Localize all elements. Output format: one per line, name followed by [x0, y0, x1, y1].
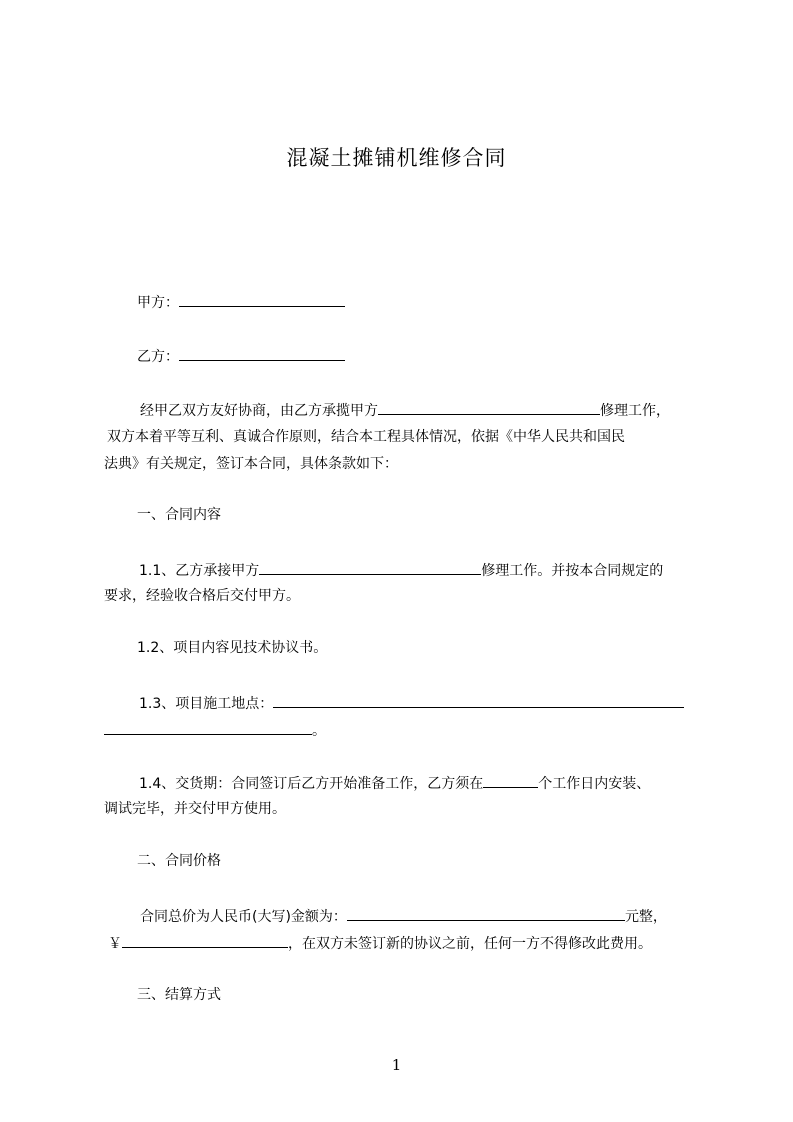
section-2-heading: 二、合同价格: [137, 853, 221, 869]
intro-line-2: 双方本着平等互利、真诚合作原则，结合本工程具体情况，依据《中华人民共和国民: [107, 429, 625, 445]
clause-1-3-end: 。: [312, 723, 326, 739]
clause-1-3-line-1: [139, 693, 684, 713]
price-line-1: [140, 906, 667, 926]
clause-1-4-line-2: 调试完毕，并交付甲方使用。: [104, 801, 286, 817]
clause-1-4-text-b: 个工作日内安装、: [538, 776, 651, 792]
party-a-label: 甲方：: [137, 295, 179, 311]
price-text-a: 合同总价为人民币(大写)金额为：: [140, 909, 347, 925]
clause-1-3-line-2: [104, 720, 326, 740]
intro-text-1b: 修理工作，: [600, 403, 670, 419]
price-uppercase-blank[interactable]: [347, 906, 625, 921]
price-text-c: ，在双方未签订新的协议之前，任何一方不得修改此费用。: [288, 936, 652, 952]
construction-site-blank[interactable]: [273, 693, 684, 708]
party-b-blank[interactable]: [179, 346, 345, 361]
construction-site-blank-continued[interactable]: [104, 720, 312, 735]
clause-1-1-blank[interactable]: [259, 560, 481, 575]
clause-1-1-text-a: 1.1、乙方承接甲方: [139, 563, 260, 579]
document-title: 混凝土摊铺机维修合同: [286, 146, 507, 170]
intro-repair-blank[interactable]: [378, 400, 600, 415]
clause-1-3-text: 1.3、项目施工地点：: [139, 696, 274, 712]
clause-1-1-line-1: [139, 560, 663, 580]
price-line-2: [108, 933, 652, 953]
clause-1-4-line-1: [139, 773, 650, 793]
clause-1-1-line-2: 要求，经验收合格后交付甲方。: [104, 588, 300, 604]
delivery-days-blank[interactable]: [483, 773, 538, 788]
section-3-heading: 三、结算方式: [137, 987, 221, 1003]
clause-1-1-text-b: 修理工作。并按本合同规定的: [481, 563, 664, 579]
party-a-line: [137, 292, 345, 312]
intro-line-1: [140, 400, 670, 420]
party-b-line: [137, 346, 345, 366]
page-number: 1: [391, 1056, 402, 1074]
party-a-blank[interactable]: [179, 292, 345, 307]
intro-line-3: 法典》有关规定，签订本合同，具体条款如下：: [104, 456, 398, 472]
clause-1-4-text-a: 1.4、交货期：合同签订后乙方开始准备工作，乙方须在: [139, 776, 484, 792]
party-b-label: 乙方：: [137, 349, 179, 365]
price-amount-blank[interactable]: [122, 933, 288, 948]
section-1-heading: 一、合同内容: [137, 507, 221, 523]
price-text-b: 元整，: [624, 909, 667, 925]
clause-1-2: 1.2、项目内容见技术协议书。: [137, 640, 328, 656]
intro-text-1a: 经甲乙双方友好协商，由乙方承揽甲方: [140, 403, 378, 419]
yuan-symbol: ￥: [108, 936, 122, 952]
